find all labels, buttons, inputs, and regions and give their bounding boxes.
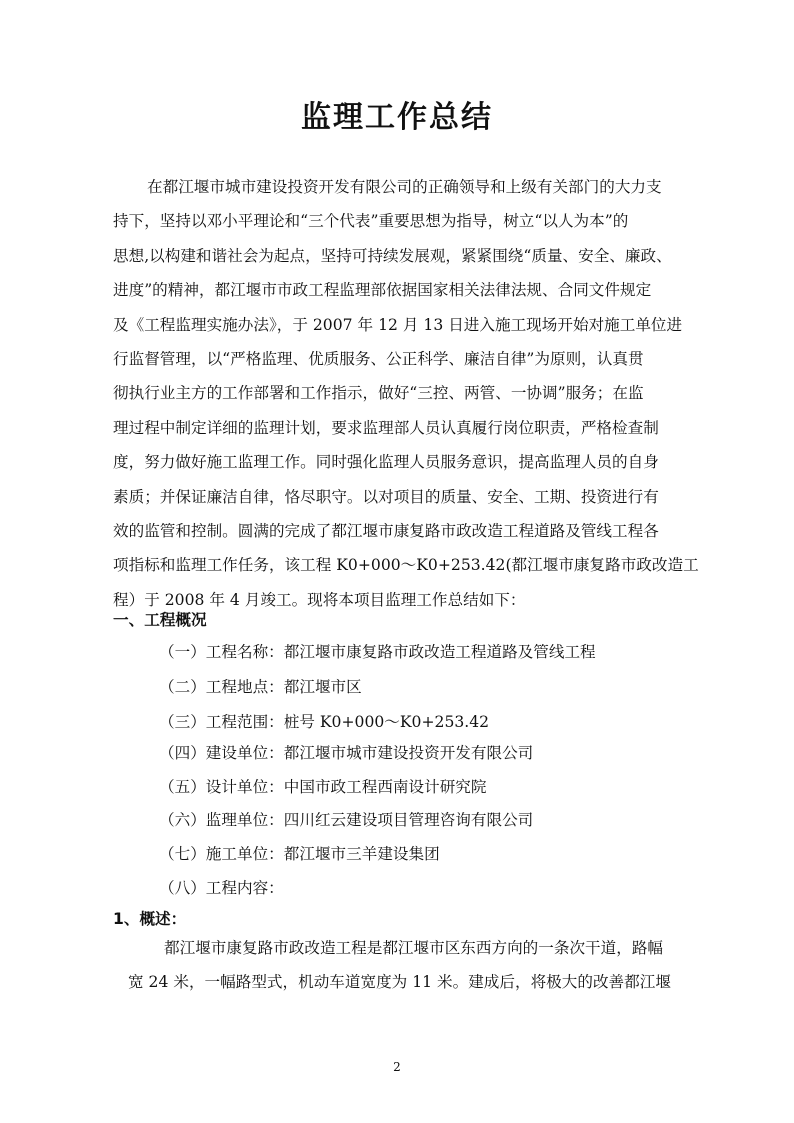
intro-line: 及《工程监理实施办法》，于 2007 年 12 月 13 日进入施工现场开始对施工单位进: [113, 315, 683, 334]
overview-line: 都江堰市康复路市政改造工程是都江堰市区东西方向的一条次干道，路幅: [164, 939, 664, 957]
project-item-scope: （三）工程范围：桩号 K0+000～K0+253.42: [159, 713, 490, 731]
intro-line: 持下，坚持以邓小平理论和“三个代表”重要思想为指导，树立“以人为本”的: [113, 212, 629, 231]
intro-line: 素质；并保证廉洁自律，恪尽职守。以对项目的质量、安全、工期、投资进行有: [113, 487, 659, 506]
section-heading-project-overview: 一、工程概况: [113, 611, 207, 629]
project-item-location: （二）工程地点：都江堰市区: [159, 678, 362, 696]
subsection-heading-overview: 1、概述：: [113, 910, 187, 928]
project-item-name: （一）工程名称：都江堰市康复路市政改造工程道路及管线工程: [159, 643, 596, 661]
intro-line: 思想,以构建和谐社会为起点，坚持可持续发展观，紧紧围绕“质量、安全、廉政、: [113, 246, 672, 265]
intro-line: 效的监管和控制。圆满的完成了都江堰市康复路市政改造工程道路及管线工程各: [113, 521, 659, 540]
intro-line: 程）于 2008 年 4 月竣工。现将本项目监理工作总结如下：: [113, 590, 526, 609]
intro-line: 彻执行业主方的工作部署和工作指示，做好“三控、两管、一协调”服务；在监: [113, 384, 644, 403]
overview-paragraph: [128, 931, 684, 1000]
overview-line: 宽 24 米，一幅路型式，机动车道宽度为 11 米。建成后，将极大的改善都江堰: [128, 973, 671, 992]
intro-line: 在都江堰市城市建设投资开发有限公司的正确领导和上级有关部门的大力支: [147, 178, 662, 196]
intro-paragraph: [113, 170, 699, 617]
intro-line: 度，努力做好施工监理工作。同时强化监理人员服务意识，提高监理人员的自身: [113, 453, 659, 472]
document-title: 监理工作总结: [301, 100, 493, 135]
intro-line: 项指标和监理工作任务，该工程 K0+000～K0+253.42(都江堰市康复路市政改造工: [113, 556, 699, 575]
intro-line: 理过程中制定详细的监理计划，要求监理部人员认真履行岗位职责，严格检查制: [113, 418, 659, 437]
project-item-supervisor: （六）监理单位：四川红云建设项目管理咨询有限公司: [159, 811, 534, 829]
intro-line: 行监督管理，以“严格监理、优质服务、公正科学、廉洁自律”为原则，认真贯: [113, 349, 644, 368]
intro-line: 进度”的精神，都江堰市市政工程监理部依据国家相关法律法规、合同文件规定: [113, 281, 652, 300]
project-item-designer: （五）设计单位：中国市政工程西南设计研究院: [159, 778, 487, 796]
project-item-owner: （四）建设单位：都江堰市城市建设投资开发有限公司: [159, 744, 534, 762]
project-item-contractor: （七）施工单位：都江堰市三羊建设集团: [159, 845, 440, 863]
project-item-content: （八）工程内容：: [159, 879, 284, 897]
page-number: 2: [393, 1060, 401, 1074]
